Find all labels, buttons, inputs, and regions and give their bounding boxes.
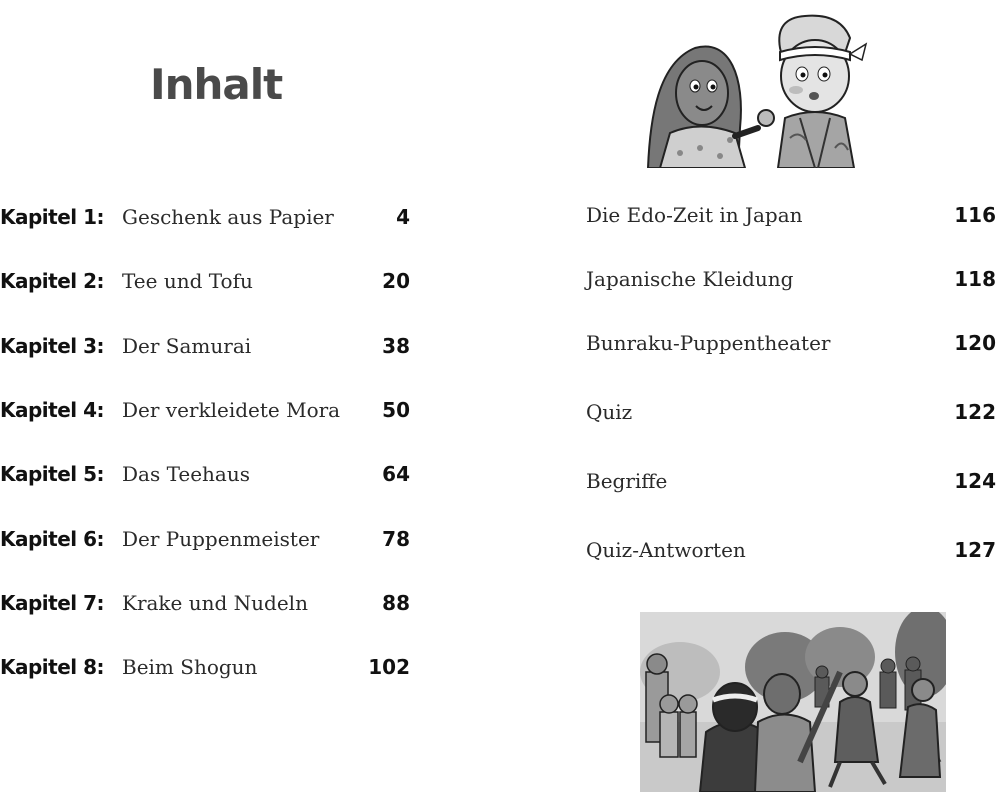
chapter-label: Kapitel 5: [0,462,105,486]
appendix-title: Quiz [586,400,633,424]
toc-appendix-row [586,328,996,358]
toc-chapter-row [0,588,410,618]
chapter-title: Der verkleidete Mora [122,398,341,422]
chapter-label: Kapitel 4: [0,398,105,422]
page-number: 102 [368,655,410,679]
page-number: 116 [954,203,996,227]
toc-appendix-row [586,200,996,230]
chapter-label: Kapitel 6: [0,527,105,551]
appendix-title: Quiz-Antworten [586,538,746,562]
toc-chapter-row [0,524,410,554]
page-number: 50 [382,398,410,422]
page-number: 64 [382,462,410,486]
samurai-scene-illustration [640,612,946,792]
children-kimono-illustration [640,8,875,168]
toc-chapter-row [0,331,410,361]
appendix-title: Die Edo-Zeit in Japan [586,203,803,227]
toc-appendix-row [586,397,996,427]
toc-appendix-row [586,535,996,565]
page-number: 118 [954,267,996,291]
page-number: 120 [954,331,996,355]
page-number: 38 [382,334,410,358]
page-number: 122 [954,400,996,424]
chapter-title: Beim Shogun [122,655,258,679]
page-number: 78 [382,527,410,551]
toc-chapter-row [0,395,410,425]
toc-chapter-row [0,202,410,232]
chapter-title: Der Samurai [122,334,252,358]
page-title: Inhalt [150,60,283,109]
chapter-label: Kapitel 3: [0,334,105,358]
chapter-label: Kapitel 2: [0,269,105,293]
appendix-title: Bunraku-Puppentheater [586,331,831,355]
chapter-label: Kapitel 7: [0,591,105,615]
toc-appendix-row [586,466,996,496]
page-number: 20 [382,269,410,293]
toc-chapter-row [0,652,410,682]
toc-appendix-row [586,264,996,294]
chapter-title: Tee und Tofu [122,269,253,293]
chapter-label: Kapitel 1: [0,205,105,229]
appendix-title: Begriffe [586,469,668,493]
chapter-title: Krake und Nudeln [122,591,308,615]
toc-chapter-row [0,459,410,489]
chapter-title: Das Teehaus [122,462,250,486]
chapter-title: Der Puppenmeister [122,527,320,551]
page-number: 127 [954,538,996,562]
page-number: 124 [954,469,996,493]
page-number: 4 [396,205,410,229]
toc-chapter-row [0,266,410,296]
appendix-title: Japanische Kleidung [586,267,794,291]
chapter-title: Geschenk aus Papier [122,205,334,229]
chapter-label: Kapitel 8: [0,655,105,679]
page-number: 88 [382,591,410,615]
